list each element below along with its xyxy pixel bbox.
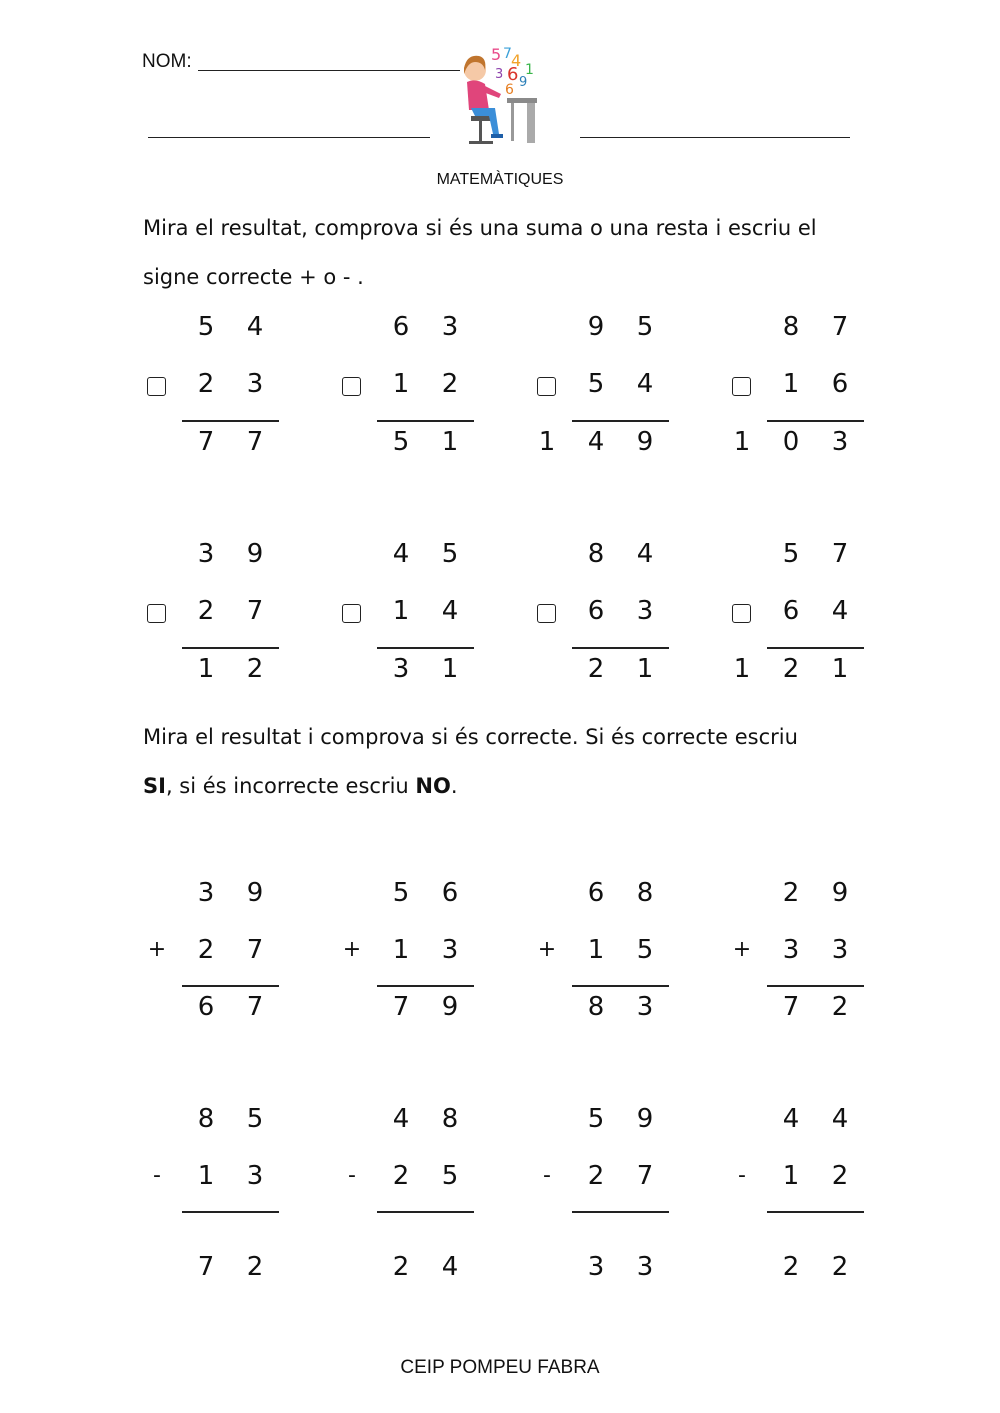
check-problem <box>730 1104 930 1304</box>
svg-text:3: 3 <box>495 67 504 82</box>
result-digit: 2 <box>782 1252 800 1282</box>
sum-bar <box>767 985 864 987</box>
top-digit: 2 <box>782 878 800 908</box>
top-digit: 3 <box>197 539 215 569</box>
instruction-1-line-1: Mira el resultat, comprova si és una suma o una resta i escriu el <box>143 216 817 240</box>
check-problem <box>340 878 540 1078</box>
bottom-digit: 2 <box>587 1161 605 1191</box>
bottom-digit: 2 <box>831 1161 849 1191</box>
sign-problem <box>535 312 735 472</box>
school-name: CEIP POMPEU FABRA <box>400 1357 600 1378</box>
bottom-digit: 5 <box>587 369 605 399</box>
result-digit: 2 <box>831 992 849 1022</box>
svg-text:9: 9 <box>519 75 528 90</box>
top-digit: 8 <box>197 1104 215 1134</box>
bottom-digit: 7 <box>636 1161 654 1191</box>
operator-sign: - <box>348 1163 356 1188</box>
top-digit: 4 <box>392 539 410 569</box>
result-digit: 9 <box>636 427 654 457</box>
sign-answer-box[interactable] <box>342 377 361 396</box>
bottom-digit: 3 <box>636 596 654 626</box>
bottom-digit: 1 <box>197 1161 215 1191</box>
result-digit: 7 <box>197 427 215 457</box>
bottom-digit: 3 <box>441 935 459 965</box>
result-digit: 3 <box>636 992 654 1022</box>
bottom-digit: 1 <box>782 1161 800 1191</box>
check-problem <box>535 1104 735 1304</box>
operator-sign: + <box>537 937 557 962</box>
top-digit: 8 <box>636 878 654 908</box>
sum-bar <box>377 985 474 987</box>
top-digit: 4 <box>392 1104 410 1134</box>
sign-problem <box>340 312 540 472</box>
bottom-digit: 6 <box>782 596 800 626</box>
sum-bar <box>572 420 669 422</box>
sign-problem <box>145 539 345 699</box>
bottom-digit: 4 <box>636 369 654 399</box>
bottom-digit: 2 <box>197 935 215 965</box>
instruction-2-end: . <box>450 774 458 798</box>
result-digit: 1 <box>197 654 215 684</box>
top-digit: 9 <box>831 878 849 908</box>
sum-bar <box>572 647 669 649</box>
sum-bar <box>182 420 279 422</box>
top-digit: 5 <box>246 1104 264 1134</box>
top-digit: 5 <box>197 312 215 342</box>
svg-text:6: 6 <box>505 82 514 98</box>
teacher-with-numbers-icon <box>455 44 545 156</box>
top-digit: 6 <box>392 312 410 342</box>
sign-problem <box>145 312 345 472</box>
sign-answer-box[interactable] <box>147 604 166 623</box>
result-digit: 1 <box>636 654 654 684</box>
result-digit: 1 <box>441 427 459 457</box>
sign-answer-box[interactable] <box>537 604 556 623</box>
result-digit: 7 <box>782 992 800 1022</box>
bottom-digit: 3 <box>246 369 264 399</box>
sum-bar <box>767 647 864 649</box>
name-line[interactable] <box>198 70 460 71</box>
sign-answer-box[interactable] <box>537 377 556 396</box>
top-digit: 3 <box>441 312 459 342</box>
instruction-2-mid: , si és incorrecte escriu <box>165 774 416 798</box>
name-label: NOM: <box>142 51 192 72</box>
bottom-digit: 2 <box>392 1161 410 1191</box>
bottom-digit: 4 <box>831 596 849 626</box>
sign-problem <box>730 312 930 472</box>
bottom-digit: 3 <box>782 935 800 965</box>
sign-problem <box>340 539 540 699</box>
result-digit: 3 <box>831 427 849 457</box>
subject-title: MATEMÀTIQUES <box>436 171 564 188</box>
result-digit: 0 <box>782 427 800 457</box>
sign-problem <box>730 539 930 699</box>
result-digit: 4 <box>441 1252 459 1282</box>
top-digit: 9 <box>587 312 605 342</box>
svg-text:5: 5 <box>491 45 502 64</box>
top-digit: 7 <box>831 539 849 569</box>
check-problem <box>145 878 345 1078</box>
operator-sign: + <box>732 937 752 962</box>
sign-answer-box[interactable] <box>147 377 166 396</box>
svg-text:4: 4 <box>511 51 522 70</box>
result-digit: 2 <box>392 1252 410 1282</box>
bottom-digit: 7 <box>246 596 264 626</box>
bottom-digit: 2 <box>197 596 215 626</box>
bottom-digit: 6 <box>587 596 605 626</box>
top-digit: 5 <box>392 878 410 908</box>
top-digit: 5 <box>636 312 654 342</box>
sum-bar <box>377 647 474 649</box>
result-digit: 6 <box>197 992 215 1022</box>
result-digit: 2 <box>782 654 800 684</box>
result-digit: 8 <box>587 992 605 1022</box>
result-digit: 2 <box>831 1252 849 1282</box>
top-digit: 7 <box>831 312 849 342</box>
top-digit: 5 <box>587 1104 605 1134</box>
top-digit: 5 <box>782 539 800 569</box>
bottom-digit: 3 <box>831 935 849 965</box>
bottom-digit: 6 <box>831 369 849 399</box>
bottom-digit: 5 <box>441 1161 459 1191</box>
sum-bar <box>767 420 864 422</box>
top-digit: 4 <box>831 1104 849 1134</box>
operator-sign: - <box>738 1163 746 1188</box>
sum-bar <box>767 1211 864 1213</box>
result-digit: 2 <box>246 1252 264 1282</box>
bottom-digit: 4 <box>441 596 459 626</box>
result-digit: 3 <box>587 1252 605 1282</box>
sum-bar <box>572 1211 669 1213</box>
result-digit: 1 <box>831 654 849 684</box>
sign-answer-box[interactable] <box>732 377 751 396</box>
top-digit: 4 <box>636 539 654 569</box>
result-digit: 1 <box>733 654 751 684</box>
bottom-digit: 2 <box>441 369 459 399</box>
result-digit: 3 <box>636 1252 654 1282</box>
si-keyword: SI <box>143 774 166 798</box>
svg-text:6: 6 <box>507 64 519 85</box>
bottom-digit: 1 <box>782 369 800 399</box>
sum-bar <box>182 647 279 649</box>
instruction-2-line-2 <box>143 772 458 800</box>
result-digit: 7 <box>392 992 410 1022</box>
bottom-digit: 1 <box>392 596 410 626</box>
check-problem <box>535 878 735 1078</box>
top-digit: 8 <box>441 1104 459 1134</box>
sign-answer-box[interactable] <box>342 604 361 623</box>
result-digit: 7 <box>197 1252 215 1282</box>
result-digit: 5 <box>392 427 410 457</box>
sign-answer-box[interactable] <box>732 604 751 623</box>
instruction-1-line-2: signe correcte + o - . <box>143 265 364 289</box>
blank-line-right[interactable] <box>580 137 850 138</box>
result-digit: 1 <box>441 654 459 684</box>
sign-problem <box>535 539 735 699</box>
blank-line-left[interactable] <box>148 137 430 138</box>
sum-bar <box>182 1211 279 1213</box>
bottom-digit: 2 <box>197 369 215 399</box>
result-digit: 2 <box>587 654 605 684</box>
top-digit: 9 <box>636 1104 654 1134</box>
svg-text:7: 7 <box>503 46 512 62</box>
operator-sign: + <box>342 937 362 962</box>
bottom-digit: 5 <box>636 935 654 965</box>
top-digit: 4 <box>782 1104 800 1134</box>
result-digit: 1 <box>733 427 751 457</box>
check-problem <box>145 1104 345 1304</box>
top-digit: 9 <box>246 878 264 908</box>
bottom-digit: 1 <box>392 369 410 399</box>
top-digit: 3 <box>197 878 215 908</box>
sum-bar <box>182 985 279 987</box>
operator-sign: - <box>543 1163 551 1188</box>
result-digit: 3 <box>392 654 410 684</box>
check-problem <box>340 1104 540 1304</box>
top-digit: 5 <box>441 539 459 569</box>
result-digit: 7 <box>246 427 264 457</box>
no-keyword: NO <box>415 774 451 798</box>
result-digit: 9 <box>441 992 459 1022</box>
instruction-2-line-1: Mira el resultat i comprova si és correcte. Si és correcte escriu <box>143 725 798 749</box>
result-digit: 7 <box>246 992 264 1022</box>
operator-sign: + <box>147 937 167 962</box>
top-digit: 8 <box>587 539 605 569</box>
sum-bar <box>572 985 669 987</box>
bottom-digit: 7 <box>246 935 264 965</box>
result-digit: 1 <box>538 427 556 457</box>
bottom-digit: 3 <box>246 1161 264 1191</box>
result-digit: 2 <box>246 654 264 684</box>
operator-sign: - <box>153 1163 161 1188</box>
top-digit: 6 <box>587 878 605 908</box>
top-digit: 6 <box>441 878 459 908</box>
sum-bar <box>377 420 474 422</box>
check-problem <box>730 878 930 1078</box>
bottom-digit: 1 <box>392 935 410 965</box>
svg-text:1: 1 <box>525 62 534 78</box>
sum-bar <box>377 1211 474 1213</box>
bottom-digit: 1 <box>587 935 605 965</box>
top-digit: 4 <box>246 312 264 342</box>
result-digit: 4 <box>587 427 605 457</box>
top-digit: 9 <box>246 539 264 569</box>
top-digit: 8 <box>782 312 800 342</box>
